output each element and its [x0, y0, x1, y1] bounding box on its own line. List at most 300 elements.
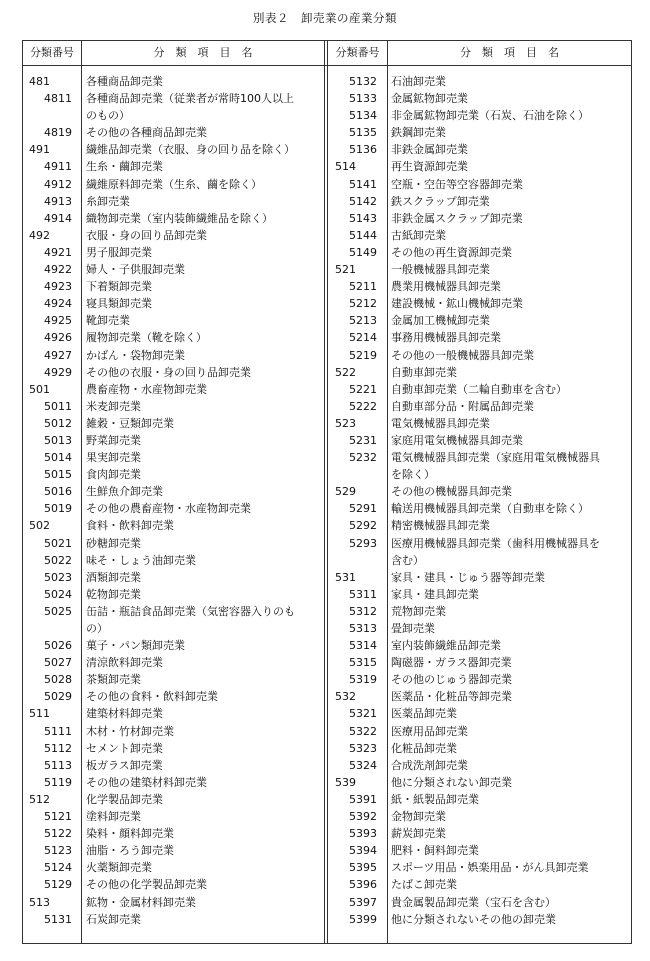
table-row	[23, 176, 324, 193]
classification-name: 陶磁器・ガラス器卸売業	[391, 656, 512, 670]
classification-name: 塗料卸売業	[86, 810, 141, 824]
classification-name: その他の農畜産物・水産物卸売業	[86, 502, 251, 516]
column-divider	[324, 40, 325, 943]
table-row	[23, 329, 324, 346]
classification-code: 5212	[349, 297, 377, 311]
classification-name: その他の一般機械器具卸売業	[391, 348, 534, 362]
classification-code: 5132	[349, 75, 377, 88]
classification-name: 非鉄金属卸売業	[391, 143, 468, 157]
classification-code: 5391	[349, 792, 377, 806]
table-row	[23, 483, 324, 500]
table-row	[23, 535, 324, 552]
table-row	[327, 347, 631, 364]
table-row	[327, 723, 631, 740]
classification-name: 金属鉱物卸売業	[391, 92, 468, 106]
classification-code: 5315	[349, 656, 377, 670]
classification-code: 512	[29, 792, 50, 806]
right-column	[327, 73, 631, 928]
table-row	[327, 124, 631, 141]
classification-name: 医療用機械器具卸売業（歯科用機械器具を	[391, 536, 600, 550]
classification-name: 食料・飲料卸売業	[86, 519, 174, 533]
classification-name: 食肉卸売業	[86, 468, 141, 482]
classification-code: 492	[29, 228, 50, 242]
table-row	[327, 859, 631, 876]
table-row	[327, 193, 631, 210]
classification-name: 鉄スクラップ卸売業	[391, 194, 490, 208]
classification-name: 野菜卸売業	[86, 433, 141, 447]
classification-name: 空瓶・空缶等空容器卸売業	[391, 177, 523, 191]
classification-name: 石炭卸売業	[86, 912, 141, 926]
classification-code: 4926	[44, 331, 72, 345]
classification-code: 4925	[44, 314, 72, 328]
table-row	[327, 876, 631, 893]
classification-name: 含む）	[391, 553, 424, 567]
table-row	[23, 278, 324, 295]
table-row	[327, 740, 631, 757]
classification-name: を除く）	[391, 468, 435, 482]
classification-code: 5319	[349, 673, 377, 687]
classification-code: 5019	[44, 502, 72, 516]
classification-name: 各種商品卸売業	[86, 75, 163, 88]
left-column	[23, 73, 324, 928]
table-row	[23, 586, 324, 603]
classification-code: 5013	[44, 433, 72, 447]
table-row	[23, 825, 324, 842]
classification-name: 電気機械器具卸売業	[391, 416, 490, 430]
classification-name: 砂糖卸売業	[86, 536, 141, 550]
classification-code: 4914	[44, 211, 72, 225]
classification-name: 木材・竹材卸売業	[86, 724, 174, 738]
classification-code: 5232	[349, 451, 377, 465]
table-row	[327, 295, 631, 312]
classification-code: 4911	[44, 160, 72, 174]
classification-name: 薪炭卸売業	[391, 827, 446, 841]
table-row	[327, 415, 631, 432]
classification-code: 5324	[349, 758, 377, 772]
classification-table	[22, 40, 632, 944]
table-row	[23, 774, 324, 791]
table-row	[327, 603, 631, 620]
classification-code: 5321	[349, 707, 377, 721]
classification-name: 農畜産物・水産物卸売業	[86, 382, 207, 396]
classification-name: その他の建築材料卸売業	[86, 775, 207, 789]
classification-code: 4929	[44, 365, 72, 379]
classification-name: 味そ・しょう油卸売業	[86, 553, 196, 567]
classification-code: 5313	[349, 622, 377, 635]
classification-code: 5134	[349, 109, 377, 123]
table-row	[23, 876, 324, 893]
classification-code: 514	[335, 160, 356, 174]
table-row	[327, 278, 631, 295]
table-row	[23, 569, 324, 586]
classification-code: 5141	[349, 177, 377, 191]
classification-name: 荒物卸売業	[391, 604, 446, 618]
classification-name: 非金属鉱物卸売業（石炭、石油を除く）	[391, 109, 589, 123]
classification-name: 室内装飾繊維品卸売業	[391, 639, 501, 653]
table-row	[327, 774, 631, 791]
classification-name: 缶詰・瓶詰食品卸売業（気密容器入りのも	[86, 604, 295, 618]
classification-name: 自動車卸売業（二輪自動車を含む）	[391, 382, 567, 396]
classification-name: 下着類卸売業	[86, 280, 152, 294]
table-row	[23, 791, 324, 808]
classification-code: 522	[335, 365, 356, 379]
classification-code: 5219	[349, 348, 377, 362]
header-name-left: 分 類 項 目 名	[153, 46, 253, 59]
classification-code: 5144	[349, 228, 377, 242]
classification-name: 清涼飲料卸売業	[86, 656, 163, 670]
classification-code: 5021	[44, 536, 72, 550]
classification-name: 衣服・身の回り品卸売業	[86, 228, 207, 242]
table-row	[23, 73, 324, 90]
classification-code: 4927	[44, 348, 72, 362]
table-row	[327, 449, 631, 466]
classification-name: 生糸・繭卸売業	[86, 160, 163, 174]
classification-code: 5136	[349, 143, 377, 157]
classification-name: 靴卸売業	[86, 314, 130, 328]
table-row	[23, 620, 324, 637]
classification-code: 5293	[349, 536, 377, 550]
classification-name: 茶類卸売業	[86, 673, 141, 687]
table-row	[327, 535, 631, 552]
classification-code: 5213	[349, 314, 377, 328]
page-title: 別表２ 卸売業の産業分類	[253, 11, 397, 25]
table-row	[327, 688, 631, 705]
table-row	[327, 261, 631, 278]
classification-name: 雑穀・豆類卸売業	[86, 416, 174, 430]
classification-name: かばん・袋物卸売業	[86, 348, 185, 362]
classification-code: 5016	[44, 485, 72, 499]
table-row	[327, 90, 631, 107]
classification-name: 電気機械器具卸売業（家庭用電気機械器具	[391, 451, 600, 465]
table-row	[23, 158, 324, 175]
table-row	[23, 193, 324, 210]
classification-code: 5397	[349, 895, 377, 909]
classification-code: 4811	[44, 92, 72, 106]
classification-code: 5231	[349, 433, 377, 447]
classification-code: 5314	[349, 639, 377, 653]
classification-name: 自動車部分品・附属品卸売業	[391, 399, 534, 413]
classification-code: 5022	[44, 553, 72, 567]
classification-name: 生鮮魚介卸売業	[86, 485, 163, 499]
classification-name: 自動車卸売業	[391, 365, 457, 379]
classification-code: 5211	[349, 280, 377, 294]
table-row	[327, 911, 631, 928]
table-row	[327, 671, 631, 688]
classification-name: 石油卸売業	[391, 75, 446, 88]
classification-code: 5135	[349, 126, 377, 140]
classification-code: 5123	[44, 844, 72, 858]
classification-code: 5396	[349, 878, 377, 892]
classification-code: 5113	[44, 758, 72, 772]
table-row	[327, 244, 631, 261]
classification-name: 貴金属製品卸売業（宝石を含む）	[391, 895, 556, 909]
classification-code: 4922	[44, 263, 72, 277]
classification-name: たばこ卸売業	[391, 878, 457, 892]
classification-name: 乾物卸売業	[86, 587, 141, 601]
table-row	[23, 347, 324, 364]
classification-name: 化粧品卸売業	[391, 741, 457, 755]
classification-name: その他の化学製品卸売業	[86, 878, 207, 892]
classification-name: スポーツ用品・娯楽用品・がん具卸売業	[391, 861, 589, 875]
table-row	[23, 432, 324, 449]
classification-code: 531	[335, 570, 356, 584]
classification-name: 履物卸売業（靴を除く）	[86, 331, 207, 345]
table-row	[23, 466, 324, 483]
classification-name: 再生資源卸売業	[391, 160, 468, 174]
classification-code: 5112	[44, 741, 72, 755]
table-row	[23, 398, 324, 415]
classification-code: 5124	[44, 861, 72, 875]
table-row	[327, 432, 631, 449]
classification-name: 医薬品・化粧品等卸売業	[391, 690, 512, 704]
table-row	[327, 705, 631, 722]
table-row	[23, 381, 324, 398]
classification-code: 5143	[349, 211, 377, 225]
classification-code: 5025	[44, 604, 72, 618]
table-row	[327, 364, 631, 381]
table-row	[23, 227, 324, 244]
classification-name: 果実卸売業	[86, 451, 141, 465]
classification-name: 合成洗剤卸売業	[391, 758, 468, 772]
classification-code: 5024	[44, 587, 72, 601]
classification-name: 医療用品卸売業	[391, 724, 468, 738]
classification-name: の）	[86, 622, 108, 635]
table-row	[23, 671, 324, 688]
table-row	[327, 757, 631, 774]
header-code-left: 分類番号	[30, 46, 74, 59]
table-row	[23, 688, 324, 705]
classification-name: 一般機械器具卸売業	[391, 263, 490, 277]
classification-name: 事務用機械器具卸売業	[391, 331, 501, 345]
classification-name: その他の食料・飲料卸売業	[86, 690, 218, 704]
classification-name: 米麦卸売業	[86, 399, 141, 413]
classification-code: 5399	[349, 912, 377, 926]
table-row	[327, 842, 631, 859]
table-row	[23, 364, 324, 381]
table-row	[327, 637, 631, 654]
table-row	[23, 842, 324, 859]
classification-code: 523	[335, 416, 356, 430]
table-row	[23, 603, 324, 620]
classification-name: 家具・建具卸売業	[391, 587, 479, 601]
classification-name: その他の各種商品卸売業	[86, 126, 207, 140]
table-row	[327, 227, 631, 244]
classification-name: 金物卸売業	[391, 810, 446, 824]
classification-name: 肥料・飼料卸売業	[391, 844, 479, 858]
classification-name: 非鉄金属スクラップ卸売業	[391, 211, 523, 225]
classification-code: 5392	[349, 810, 377, 824]
classification-name: 建築材料卸売業	[86, 707, 163, 721]
classification-code: 5292	[349, 519, 377, 533]
classification-code: 5222	[349, 399, 377, 413]
classification-code: 5129	[44, 878, 72, 892]
classification-code: 5133	[349, 92, 377, 106]
classification-name: 医薬品卸売業	[391, 707, 457, 721]
classification-name: のもの）	[86, 109, 130, 123]
classification-code: 5221	[349, 382, 377, 396]
classification-code: 5214	[349, 331, 377, 345]
classification-name: 他に分類されないその他の卸売業	[391, 912, 556, 926]
classification-code: 481	[29, 75, 50, 88]
header-code-right: 分類番号	[335, 46, 380, 59]
table-row	[327, 210, 631, 227]
table-row	[327, 569, 631, 586]
classification-code: 511	[29, 707, 50, 721]
table-row	[327, 517, 631, 534]
classification-name: 酒類卸売業	[86, 570, 141, 584]
classification-name: 精密機械器具卸売業	[391, 519, 490, 533]
classification-code: 529	[335, 485, 356, 499]
table-row	[327, 381, 631, 398]
table-row	[23, 740, 324, 757]
classification-code: 4921	[44, 245, 72, 259]
table-row	[327, 791, 631, 808]
table-row	[327, 398, 631, 415]
classification-name: 化学製品卸売業	[86, 792, 163, 806]
classification-code: 491	[29, 143, 50, 157]
classification-name: 輸送用機械器具卸売業（自動車を除く）	[391, 502, 589, 516]
table-row	[327, 176, 631, 193]
classification-name: 古紙卸売業	[391, 228, 446, 242]
table-row	[327, 654, 631, 671]
table-row	[23, 107, 324, 124]
classification-code: 5312	[349, 604, 377, 618]
table-row	[23, 244, 324, 261]
table-row	[327, 500, 631, 517]
header-name-right: 分 類 項 目 名	[460, 46, 559, 59]
classification-name: 各種商品卸売業（従業者が常時100人以上	[86, 92, 294, 106]
classification-name: 紙・紙製品卸売業	[391, 792, 479, 806]
table-row	[327, 329, 631, 346]
classification-code: 4912	[44, 177, 72, 191]
classification-code: 5014	[44, 451, 72, 465]
classification-name: その他の機械器具卸売業	[391, 485, 512, 499]
classification-code: 4913	[44, 194, 72, 208]
table-row	[23, 859, 324, 876]
table-row	[23, 124, 324, 141]
classification-name: 染料・顔料卸売業	[86, 827, 174, 841]
classification-name: 寝具類卸売業	[86, 297, 152, 311]
table-row	[23, 141, 324, 158]
classification-code: 501	[29, 382, 50, 396]
classification-name: その他の衣服・身の回り品卸売業	[86, 365, 251, 379]
table-row	[23, 210, 324, 227]
classification-code: 5322	[349, 724, 377, 738]
classification-code: 5149	[349, 245, 377, 259]
classification-code: 5395	[349, 861, 377, 875]
classification-code: 5015	[44, 468, 72, 482]
classification-code: 521	[335, 263, 356, 277]
table-row	[23, 911, 324, 928]
classification-code: 5394	[349, 844, 377, 858]
classification-name: 畳卸売業	[391, 622, 435, 635]
classification-name: 織物卸売業（室内装飾繊維品を除く）	[86, 211, 273, 225]
classification-name: 建設機械・鉱山機械卸売業	[391, 297, 523, 311]
classification-code: 5011	[44, 399, 72, 413]
table-row	[327, 466, 631, 483]
classification-code: 502	[29, 519, 50, 533]
classification-code: 5111	[44, 724, 72, 738]
classification-code: 5393	[349, 827, 377, 841]
table-row	[327, 894, 631, 911]
table-row	[327, 141, 631, 158]
classification-code: 5026	[44, 639, 72, 653]
classification-code: 5029	[44, 690, 72, 704]
table-row	[23, 312, 324, 329]
classification-name: 繊維品卸売業（衣服、身の回り品を除く）	[86, 143, 295, 157]
table-row	[23, 637, 324, 654]
classification-name: 油脂・ろう卸売業	[86, 844, 174, 858]
classification-name: その他の再生資源卸売業	[391, 245, 512, 259]
classification-code: 5023	[44, 570, 72, 584]
table-row	[23, 552, 324, 569]
classification-name: 他に分類されない卸売業	[391, 775, 512, 789]
classification-name: 鉱物・金属材料卸売業	[86, 895, 196, 909]
classification-name: 家具・建具・じゅう器等卸売業	[391, 570, 545, 584]
classification-code: 5027	[44, 656, 72, 670]
classification-code: 5291	[349, 502, 377, 516]
classification-name: 繊維原料卸売業（生糸、繭を除く）	[86, 177, 262, 191]
table-row	[23, 500, 324, 517]
classification-name: 菓子・パン類卸売業	[86, 639, 185, 653]
classification-code: 5028	[44, 673, 72, 687]
table-row	[327, 107, 631, 124]
classification-name: 糸卸売業	[86, 194, 130, 208]
classification-code: 5131	[44, 912, 72, 926]
classification-code: 5311	[349, 587, 377, 601]
classification-name: 板ガラス卸売業	[86, 758, 163, 772]
classification-name: 農業用機械器具卸売業	[391, 280, 501, 294]
classification-code: 4819	[44, 126, 72, 140]
table-row	[23, 723, 324, 740]
table-row	[327, 483, 631, 500]
classification-code: 4923	[44, 280, 72, 294]
classification-code: 4924	[44, 297, 72, 311]
classification-code: 5323	[349, 741, 377, 755]
table-row	[23, 705, 324, 722]
classification-code: 5119	[44, 775, 72, 789]
classification-code: 5121	[44, 810, 72, 824]
table-row	[327, 73, 631, 90]
table-row	[23, 449, 324, 466]
classification-code: 532	[335, 690, 356, 704]
table-row	[23, 261, 324, 278]
classification-name: 金属加工機械卸売業	[391, 314, 490, 328]
table-row	[327, 586, 631, 603]
classification-name: 鉄鋼卸売業	[391, 126, 446, 140]
table-row	[23, 654, 324, 671]
classification-name: 火薬類卸売業	[86, 861, 152, 875]
table-row	[23, 757, 324, 774]
classification-name: 男子服卸売業	[86, 245, 152, 259]
table-row	[327, 620, 631, 637]
table-row	[327, 825, 631, 842]
classification-name: 婦人・子供服卸売業	[86, 263, 185, 277]
classification-code: 5012	[44, 416, 72, 430]
table-row	[23, 415, 324, 432]
classification-name: 家庭用電気機械器具卸売業	[391, 433, 523, 447]
classification-code: 539	[335, 775, 356, 789]
table-row	[23, 517, 324, 534]
classification-code: 513	[29, 895, 50, 909]
classification-name: その他のじゅう器卸売業	[391, 673, 512, 687]
table-row	[23, 894, 324, 911]
classification-code: 5142	[349, 194, 377, 208]
table-row	[23, 90, 324, 107]
table-row	[23, 295, 324, 312]
classification-name: セメント卸売業	[86, 741, 163, 755]
table-row	[327, 158, 631, 175]
